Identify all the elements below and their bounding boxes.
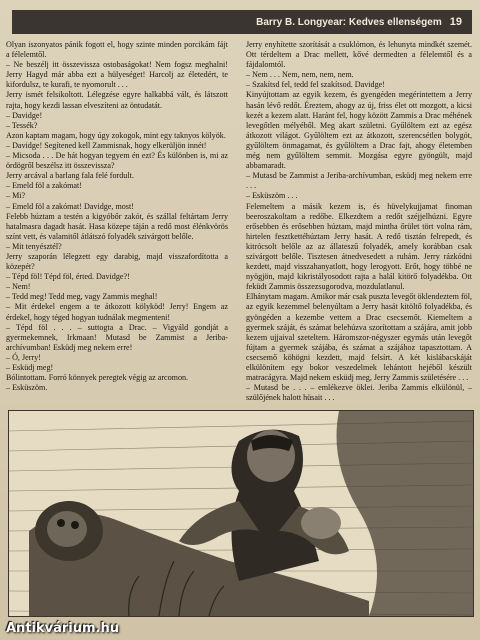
paragraph: Felebb húztam a testén a kigyóbőr zakót, és szállal feltártam Jerry hatalmasra dagadt hasát. Hasa közepe táján a redő most élénkvörös színt vett, és valamitől átlátszó folyadék szivárgott belőle. (6, 211, 228, 241)
paragraph: Jerry ismét felsikoltott. Lélegzése egyre halkabbá vált, és látszott rajta, hogy kezdi lassan elveszíteni az öntudatát. (6, 90, 228, 110)
paragraph: Elhánytam magam. Amikor már csak puszta levegőt öklendeztem föl, az egyik kezemmel belenyúltam a Jerry hasát kitöltő folyadékba, és gyöngéden a kezembe vettem a Drac csecsemőt. Kiemeltem a gyermek száját, és számat belehúzva szorítottam a szájára, amit jobb kezem ujjaival szeteltem. Háromszor-négyszer egymás után levegőt fújtam a gyermek szájába, és számat a szájához tapasztottam. A csecsemő köhögni kezdett, majd felsírt. A két kislábacskáját elkülönítem egy bokor veszedelmek lehántott hejéből készült matracágyra. Majd nekem esküdj meg, Jerry Zammis születésére . . . (246, 292, 472, 383)
page-number: 19 (449, 16, 462, 28)
watermark-text: Antikvárium.hu (6, 621, 119, 636)
running-header (12, 10, 472, 34)
paragraph: Kinyújtottam az egyik kezem, és gyengéden megérintettem a Jerry hasán lévő redőt. Éreztem, ahogy az új, friss élet ott mozgott, a kicsi kezét a kezem alatt. Haránt fel, hogy között Zammis a Drac méhének levegőtlen mélyéből. Meg akart születni. Gyűlöltem ezt az egész átkozott világot. Gyűlöltem ezt az átkozott, szerencsétlen bolygót, gyűlöltem önmagamat, és gyűlöltem a Drac fajt, ahogy életemben még nem gyűlöltem semmit. Mozgása egyre gyöngült, majd abbamaradt. (246, 90, 472, 171)
paragraph: – Mi? (6, 191, 26, 201)
paragraph: – Mit tenyésztél? (6, 241, 62, 251)
paragraph: Jerry szaporán lélegzett egy darabig, majd visszafordította a közepét? (6, 251, 228, 272)
left-text-column (6, 40, 228, 393)
paragraph: – Szakítsd fel, tedd fel szakítsod. Davidge! (246, 80, 385, 90)
paragraph: Jerry enyhítette szorítását a csuklómon, és lehunyta mindkét szemét. Ott térdeltem a Drac mellett, kővé dermedten a félelemtől és a fájdalomtól. (246, 40, 472, 70)
paragraph: – Mutasd be Zammist a Jeriba-archívumban, esküdj meg nekem erre . . . (246, 171, 472, 191)
illustration-icon (9, 411, 473, 616)
paragraph: – Esküdj meg! (6, 363, 54, 372)
paragraph: – Davidge! Segítened kell Zammisnak, hogy elkerüljön innét! (6, 140, 207, 150)
paragraph: – Micsoda . . . De hát hogyan tegyem én ezt? És különben is, mi az ördögről beszélsz itt összevissza? (6, 151, 228, 171)
watermark-bar (0, 614, 480, 640)
header-title: Barry B. Longyear: Kedves ellenségem (256, 16, 442, 28)
paragraph: – Emeld föl a zakómat! (6, 181, 82, 191)
paragraph: – Esküszöm. (6, 383, 48, 393)
paragraph: Felemeltem a másik kezem is, és hüvelykujjamat finoman beeroszakoltam a redőbe. Elkezdtem a redőt széjjelhúzni. Egyre erősebben és erősebben húztam, majd mintha őrület tört volna rám, hirtelen fesztkettéhúztam Jerry hasát. A redő tisztán felrepedt, és kitrócsolt belőle az az állateszű folyadék, amely korábban csak szivárgott belőle. Tisztesen átnedvesedett a ruhám. Jerry rázkódni kezdett, majd visszahanyatlott, hogy lerogyott. Erőt, hogy többé ne nyögjön, majd kikristályosodott rajta a halál kitörő folyadékba. Ott feküdt Zammis összezsugorodva, mozdulatlanul. (246, 201, 472, 292)
story-illustration (8, 410, 474, 617)
paragraph: – Nem! (6, 282, 31, 292)
paragraph: – Emeld föl a zakómat! Davidge, most! (6, 201, 134, 211)
paragraph: – Nem . . . Nem, nem, nem, nem. (246, 70, 354, 80)
paragraph: Bólintottam. Forró könnyek peregtek végig az arcomon. (6, 373, 189, 383)
paragraph: – Tépd föl . . . – suttogta a Drac. – Vigyáld gondját a gyermekemnek, Irkmaan! Mutasd be Zammist a Jeriba-archívumban! Esküdj meg nekem erre! (6, 322, 228, 352)
paragraph: Olyan iszonyatos pánik fogott el, hogy szinte minden porcikám fájt a félelemtől. (6, 40, 228, 60)
paragraph: – Davidge! (6, 110, 43, 120)
paragraph: – Tépd föl! Tépd föl, érted. Davidge?! (6, 272, 130, 282)
paragraph: – Esküszöm . . . (246, 191, 298, 201)
paragraph: – Tessék? (6, 120, 38, 130)
right-text-column (246, 40, 472, 403)
paragraph: – Mutasd be . . . – emlékezve öklei. Jeriba Zammis elkülönül, – szülőjének halott hüsait . . . (246, 383, 472, 403)
paragraph: – Ne beszélj itt összevissza ostobaságokat! Nem fogsz meghalni! Jerry Hagyd már abba ezt a hülyeséget! Harcolj az életedért, te kifordulsz, te kurafi, te nyomorult . . . (6, 60, 228, 90)
paragraph: Jerry arcával a barlang fala felé fordult. (6, 171, 134, 181)
paragraph: – Mit érdekel engem a te átkozott kölyköd! Jerry! Engem az érdekel, hogy téged hogyan tudnálak megmenteni! (6, 302, 228, 322)
paragraph: – Ó, Jerry! (6, 352, 41, 362)
paragraph: Azon kaptam magam, hogy úgy zokogok, mint egy taknyos kölyök. (6, 130, 226, 140)
paragraph: – Tedd meg! Tedd meg, vagy Zammis meghal! (6, 292, 158, 302)
